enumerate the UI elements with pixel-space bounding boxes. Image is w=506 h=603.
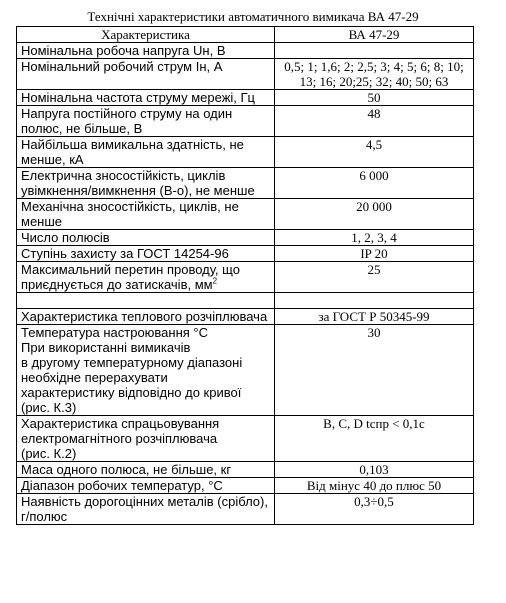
table-row bbox=[17, 416, 474, 462]
row-label: Найбільша вимикальна здатність, не менше, кА bbox=[17, 137, 275, 168]
row-label-line: (рис. К.3) bbox=[21, 400, 77, 415]
table-row bbox=[17, 90, 474, 106]
table-row bbox=[17, 168, 474, 199]
row-value: 4,5 bbox=[275, 137, 474, 168]
specifications-table bbox=[16, 26, 474, 525]
table-row bbox=[17, 309, 474, 325]
row-label bbox=[17, 262, 275, 293]
column-header-characteristic: Характеристика bbox=[17, 27, 275, 43]
row-label: Маса одного полюса, не більше, кг bbox=[17, 462, 275, 478]
row-value: 0,5; 1; 1,6; 2; 2,5; 3; 4; 5; 6; 8; 10; 13; 16; 20;25; 32; 40; 50; 63 bbox=[275, 59, 474, 90]
row-value: Від мінус 40 до плюс 50 bbox=[275, 478, 474, 494]
row-label: Номінальна частота струму мережі, Гц bbox=[17, 90, 275, 106]
row-label-text: Максимальний перетин проводу, що приєднується до затискачів, мм bbox=[21, 262, 240, 292]
table-row bbox=[17, 478, 474, 494]
unit-superscript: 2 bbox=[212, 276, 218, 286]
row-label-line: необхідне перерахувати bbox=[21, 370, 168, 385]
row-label: Число полюсів bbox=[17, 230, 275, 246]
row-label-line: При використанні вимикачів bbox=[21, 340, 191, 355]
row-label bbox=[17, 325, 275, 416]
row-value: 1, 2, 3, 4 bbox=[275, 230, 474, 246]
column-header-model: ВА 47-29 bbox=[275, 27, 474, 43]
row-label-line: електромагнітного розчіплювача bbox=[21, 431, 218, 446]
table-row bbox=[17, 230, 474, 246]
row-value bbox=[275, 43, 474, 59]
table-title: Технічні характеристики автоматичного вимикача ВА 47-29 bbox=[87, 9, 419, 24]
table-separator-row bbox=[17, 293, 474, 309]
row-value: 48 bbox=[275, 106, 474, 137]
table-row bbox=[17, 199, 474, 230]
row-value: 0,3÷0,5 bbox=[275, 494, 474, 525]
empty-cell bbox=[17, 293, 275, 309]
table-row bbox=[17, 137, 474, 168]
table-row bbox=[17, 262, 474, 293]
row-value: IP 20 bbox=[275, 246, 474, 262]
row-value: 30 bbox=[275, 325, 474, 416]
row-label: Наявність дорогоцінних металів (срібло), г/полюс bbox=[17, 494, 275, 525]
table-row bbox=[17, 462, 474, 478]
row-label-line: характеристику відповідно до кривої bbox=[21, 385, 242, 400]
row-label-line: Температура настроювання °С bbox=[21, 325, 209, 340]
table-row bbox=[17, 59, 474, 90]
row-value: 50 bbox=[275, 90, 474, 106]
row-label: Номінальна робоча напруга Uн, В bbox=[17, 43, 275, 59]
row-label: Характеристика теплового розчіплювача bbox=[17, 309, 275, 325]
table-row bbox=[17, 43, 474, 59]
empty-cell bbox=[275, 293, 474, 309]
table-row bbox=[17, 325, 474, 416]
row-label: Діапазон робочих температур, °С bbox=[17, 478, 275, 494]
row-label: Ступінь захисту за ГОСТ 14254-96 bbox=[17, 246, 275, 262]
row-value: 0,103 bbox=[275, 462, 474, 478]
row-label-line: (рис. К.2) bbox=[21, 446, 77, 461]
row-value: 6 000 bbox=[275, 168, 474, 199]
row-value: 25 bbox=[275, 262, 474, 293]
row-value: 20 000 bbox=[275, 199, 474, 230]
table-row bbox=[17, 246, 474, 262]
table-header-row bbox=[17, 27, 474, 43]
row-label-line: Характеристика спрацьовування bbox=[21, 416, 220, 431]
row-value: B, C, D tспр < 0,1с bbox=[275, 416, 474, 462]
row-label: Номінальний робочий струм Iн, А bbox=[17, 59, 275, 90]
table-row bbox=[17, 106, 474, 137]
row-label: Електрична зносостійкість, циклів увімкнення/вимкнення (В-о), не менше bbox=[17, 168, 275, 199]
row-label bbox=[17, 416, 275, 462]
row-value: за ГОСТ Р 50345-99 bbox=[275, 309, 474, 325]
table-row bbox=[17, 494, 474, 525]
row-label: Механічна зносостійкість, циклів, не менше bbox=[17, 199, 275, 230]
row-label: Напруга постійного струму на один полюс, не більше, В bbox=[17, 106, 275, 137]
row-label-line: в другому температурному діапазоні bbox=[21, 355, 243, 370]
